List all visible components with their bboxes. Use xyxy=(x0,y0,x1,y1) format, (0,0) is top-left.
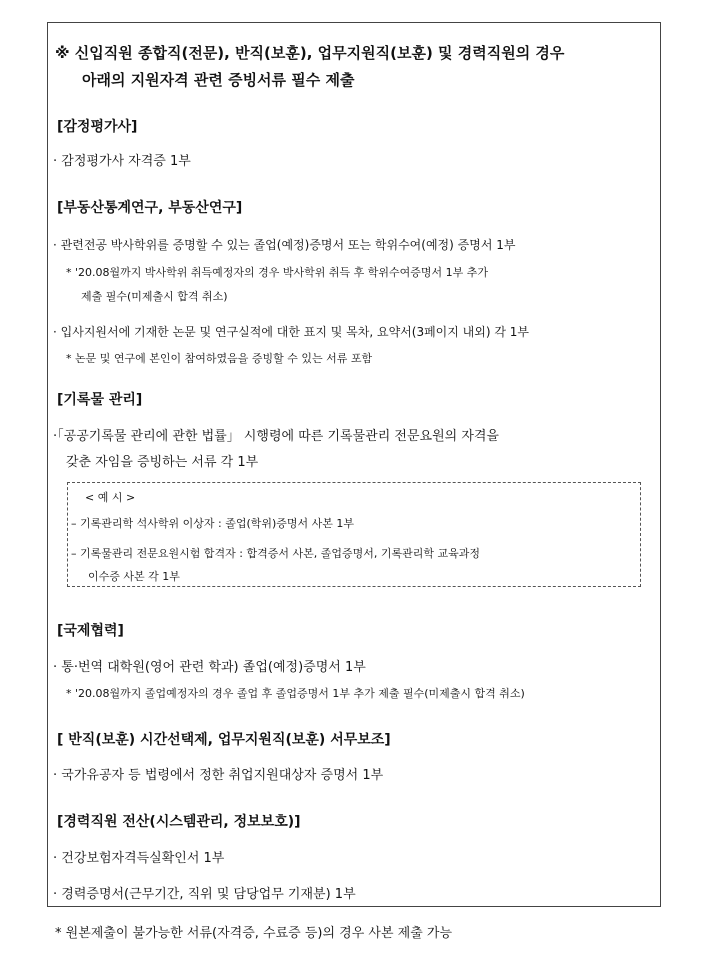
research-item-degree: · 관련전공 박사학위를 증명할 수 있는 졸업(예정)증명서 또는 학위수여(예정) 증명서 1부 xyxy=(53,238,516,252)
career-item-certificate: · 경력증명서(근무기간, 직위 및 담당업무 기재분) 1부 xyxy=(53,887,356,902)
example-line2a: – 기록물관리 전문요원시험 합격자 : 합격증서 사본, 졸업증명서, 기록관리학 교육과정 xyxy=(71,547,480,560)
example-line1: – 기록관리학 석사학위 이상자 : 졸업(학위)증명서 사본 1부 xyxy=(71,517,355,530)
section-title-veterans: [ 반직(보훈) 시간선택제, 업무지원직(보훈) 서무보조] xyxy=(57,732,391,748)
appraiser-item: · 감정평가사 자격증 1부 xyxy=(53,154,191,169)
section-title-intl: [국제협력] xyxy=(57,623,124,639)
section-title-appraiser: [감정평가사] xyxy=(57,119,138,135)
example-line2b: 이수증 사본 각 1부 xyxy=(88,570,180,583)
example-label: < 예 시 > xyxy=(85,491,136,504)
research-item-papers: · 입사지원서에 기재한 논문 및 연구실적에 대한 표지 및 목차, 요약서(3페이지 내외) 각 1부 xyxy=(53,325,529,339)
research-note-degree-line2: 제출 필수(미제출시 합격 취소) xyxy=(81,290,228,303)
veterans-item: · 국가유공자 등 법령에서 정한 취업지원대상자 증명서 1부 xyxy=(53,768,384,783)
footer-note: * 원본제출이 불가능한 서류(자격증, 수료증 등)의 경우 사본 제출 가능 xyxy=(55,926,453,941)
section-title-career: [경력직원 전산(시스템관리, 정보보호)] xyxy=(57,814,301,830)
intl-item: · 통·번역 대학원(영어 관련 학과) 졸업(예정)증명서 1부 xyxy=(53,660,366,675)
notice-heading-line1: ※ 신입직원 종합직(전문), 반직(보훈), 업무지원직(보훈) 및 경력직원의 경우 xyxy=(55,44,565,62)
intl-note: * '20.08월까지 졸업예정자의 경우 졸업 후 졸업증명서 1부 추가 제출 필수(미제출시 합격 취소) xyxy=(66,687,525,700)
records-item-line1: ·「공공기록물 관리에 관한 법률」 시행령에 따른 기록물관리 전문요원의 자격을 xyxy=(53,429,499,444)
research-note-degree-line1: * '20.08월까지 박사학위 취득예정자의 경우 박사학위 취득 후 학위수여증명서 1부 추가 xyxy=(66,266,489,279)
section-title-research: [부동산통계연구, 부동산연구] xyxy=(57,200,243,216)
research-note-papers: * 논문 및 연구에 본인이 참여하였음을 증빙할 수 있는 서류 포함 xyxy=(66,352,373,365)
notice-heading-line2: 아래의 지원자격 관련 증빙서류 필수 제출 xyxy=(82,71,355,89)
career-item-insurance: · 건강보험자격득실확인서 1부 xyxy=(53,851,225,866)
records-item-line2: 갖춘 자임을 증빙하는 서류 각 1부 xyxy=(66,455,259,470)
section-title-records: [기록물 관리] xyxy=(57,392,143,408)
